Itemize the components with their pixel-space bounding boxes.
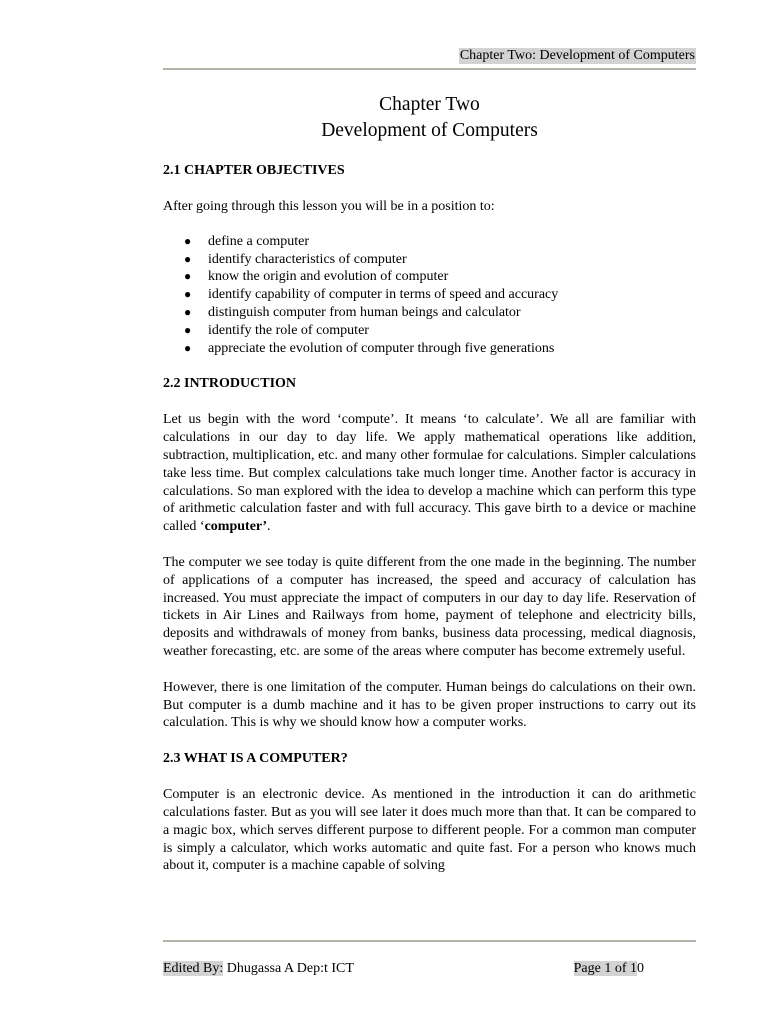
footer-editor-name: Dhugassa A Dep:t ICT xyxy=(223,961,354,976)
chapter-title xyxy=(163,92,696,144)
introduction-paragraph-3: However, there is one limitation of the computer. Human beings do calculations on their own. But computer is a dumb machine and it has to be given proper instructions to carry out its calculation. This is why we should know how a computer works. xyxy=(163,679,696,731)
bullet-icon: ● xyxy=(184,233,192,248)
list-item: ● identify characteristics of computer xyxy=(184,251,407,267)
list-item: ● appreciate the evolution of computer through five generations xyxy=(184,340,555,356)
running-title: Chapter Two: Development of Computers xyxy=(459,48,695,63)
section-heading-what-is-computer: 2.3 WHAT IS A COMPUTER? xyxy=(163,751,348,767)
list-item: ● define a computer xyxy=(184,233,310,249)
footer-page-total: 0 xyxy=(637,961,644,976)
bullet-icon: ● xyxy=(184,251,192,266)
chapter-title-line2: Development of Computers xyxy=(321,120,538,141)
page-footer xyxy=(163,940,696,976)
page-header xyxy=(163,46,696,70)
objectives-list xyxy=(163,233,696,358)
bullet-icon: ● xyxy=(184,304,192,319)
list-item: ● know the origin and evolution of computer xyxy=(184,269,449,285)
objectives-intro: After going through this lesson you will be in a position to: xyxy=(163,199,495,214)
footer-page-label: Page 1 of 1 xyxy=(573,961,637,976)
footer-edited-label: Edited By: xyxy=(163,961,224,976)
list-item: ● identify capability of computer in terms of speed and accuracy xyxy=(184,287,559,303)
list-item: ● distinguish computer from human beings and calculator xyxy=(184,304,521,320)
bullet-icon: ● xyxy=(184,322,192,337)
footer-editor xyxy=(163,960,354,977)
introduction-paragraph-1: Let us begin with the word ‘compute’. It means ‘to calculate’. We all are familiar with calculations in our day to day life. We apply mathematical operations like addition, subtraction, multiplication, etc. and many other formulae for calculations. Simpler calculations take less time. But complex calculations take much longer time. Another factor is accuracy in calculations. So man explored with the idea to develop a machine which can perform this type of arithmetic calculation faster and with full accuracy. This gave birth to a device or machine called ‘computer’. xyxy=(163,412,696,535)
what-is-computer-paragraph: Computer is an electronic device. As mentioned in the introduction it can do arithmetic calculations faster. But as you will see later it does much more than that. It can be compared to a magic box, which serves different purpose to different people. For a common man computer is simply a calculator, which works automatic and quite fast. For a person who knows much about it, computer is a machine capable of solving xyxy=(163,787,696,874)
document-body xyxy=(163,92,696,875)
bullet-icon: ● xyxy=(184,287,192,302)
section-heading-objectives: 2.1 CHAPTER OBJECTIVES xyxy=(163,163,345,178)
chapter-title-line1: Chapter Two xyxy=(379,94,480,115)
footer-page-number xyxy=(574,960,644,977)
section-heading-introduction: 2.2 INTRODUCTION xyxy=(163,376,297,392)
introduction-paragraph-2: The computer we see today is quite different from the one made in the beginning. The number of applications of a computer has increased, the speed and accuracy of calculation has increased. You must appreciate the impact of computers in our day to day life. Reservation of tickets in Air Lines and Railways from home, payment of telephone and electricity bills, deposits and withdrawals of money from banks, business data processing, medical diagnosis, weather forecasting, etc. are some of the areas where computer has become extremely useful. xyxy=(163,554,696,659)
bullet-icon: ● xyxy=(184,269,192,284)
bullet-icon: ● xyxy=(184,340,192,355)
list-item: ● identify the role of computer xyxy=(184,322,369,338)
